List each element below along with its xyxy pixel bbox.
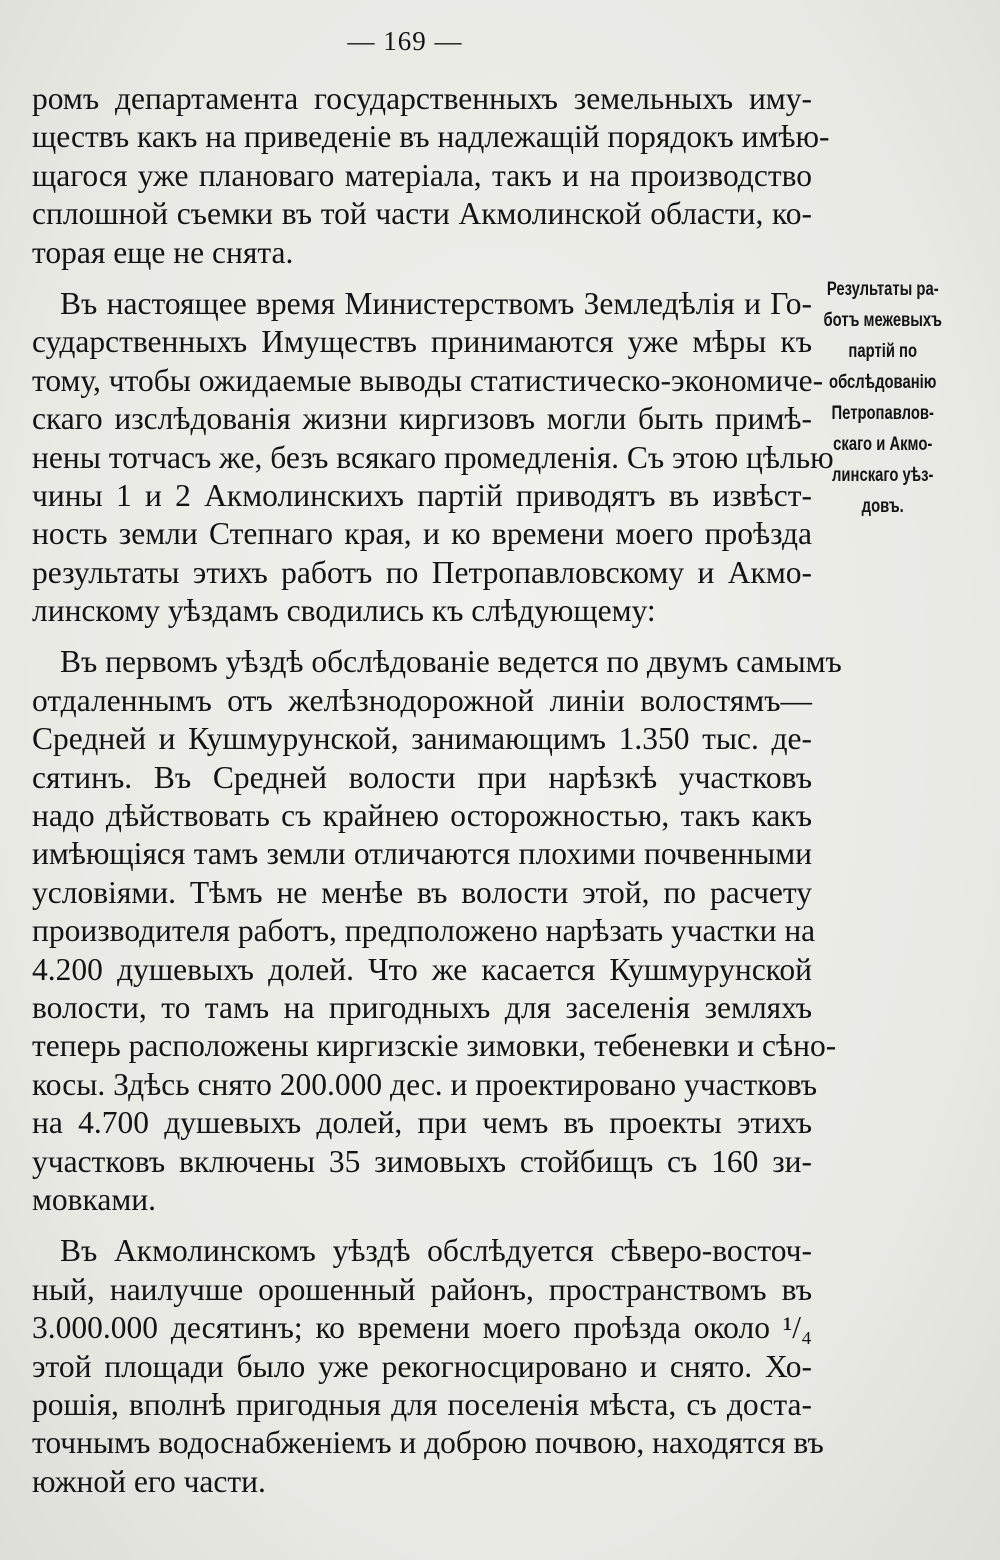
text-line: чины 1 и 2 Акмолинскихъ партій приводятъ въ извѣст- [32,477,812,513]
text-line: отдаленнымъ отъ желѣзнодорожной линіи волостямъ— [32,682,812,718]
text-line: мовками. [32,1181,157,1217]
text-line: линскому уѣздамъ сводились къ слѣдующему: [32,593,656,629]
paragraph-3 [32,643,842,1219]
text-line: результаты этихъ работъ по Петропавловскому и Акмо- [32,554,812,590]
text-line: южной его части. [32,1463,266,1499]
text-line: нены тотчасъ же, безъ всякаго промедленія. Съ этою цѣлью [32,439,834,475]
text-line: щагося уже плановаго матеріала, такъ и на производство [32,157,812,193]
text-line: надо дѣйствовать съ крайнею осторожностью, такъ какъ [32,798,812,834]
text-line: Средней и Кушмурунской, занимающимъ 1.350 тыс. де- [32,721,812,757]
text-line: Въ Акмолинскомъ уѣздѣ обслѣдуется сѣверо-восточ- [60,1233,812,1269]
text-line: торая еще не снята. [32,234,294,270]
margin-note-line: Петропавлов- [831,403,934,424]
text-line: теперь расположены киргизскіе зимовки, тебеневки и сѣно- [32,1028,837,1064]
text-line: скаго изслѣдованія жизни киргизовъ могли быть примѣ- [32,401,812,437]
text-line: производителя работъ, предположено нарѣзать участки на [32,913,816,949]
text-line: ществъ какъ на приведеніе въ надлежащій порядокъ имѣю- [32,119,830,155]
text-line: этой площади было уже рекогносцировано и снято. Хо- [32,1348,812,1384]
text-line: 4.200 душевыхъ долей. Что же касается Кушмурунской [32,951,812,987]
margin-note-line: партій по [848,341,918,362]
text-line: точнымъ водоснабженіемъ и доброю почвою, находятся въ [32,1425,824,1461]
margin-note-line: Результаты ра- [826,279,939,300]
margin-note-line: скаго и Акмо- [833,434,933,455]
text-line: участковъ включены 35 зимовыхъ стойбищъ съ 160 зи- [32,1143,812,1179]
text-line: рошія, вполнѣ пригодныя для поселенія мѣста, съ доста- [32,1386,812,1422]
text-line: волости, то тамъ на пригодныхъ для заселенія земляхъ [32,989,812,1025]
text-line: косы. Здѣсь снято 200.000 дес. и проектировано участковъ [32,1066,818,1102]
page-number: — 169 — [347,26,463,56]
paragraph-2 [32,285,834,631]
text-line: сударственныхъ Имуществъ принимаются уже мѣры къ [32,324,812,360]
margin-note-line: ботъ межевыхъ [823,310,942,331]
margin-note-line: довъ. [861,496,904,517]
paragraph-1 [32,80,830,272]
margin-note-line: линскаго уѣз- [831,465,934,486]
margin-note-line: обслѣдованію [829,372,937,393]
text-line: сплошной съемки въ той части Акмолинской области, ко- [32,196,812,232]
text-line: условіями. Тѣмъ не менѣе въ волости этой, по расчету [32,874,812,910]
text-line: тому, чтобы ожидаемые выводы статистическо-экономиче- [32,362,824,398]
paragraph-4 [32,1232,824,1501]
text-line: ромъ департамента государственныхъ земельныхъ иму- [32,81,812,116]
text-line: на 4.700 душевыхъ долей, при чемъ въ проекты этихъ [32,1105,812,1141]
text-line: ный, наилучше орошенный районъ, пространствомъ въ [32,1271,812,1307]
text-line: 3.000.000 десятинъ; ко времени моего проѣзда около ¹/₄ [32,1310,812,1346]
text-line: Въ первомъ уѣздѣ обслѣдованіе ведется по двумъ самымъ [60,644,842,680]
text-line: имѣющіяся тамъ земли отличаются плохими почвенными [32,836,812,872]
body-text [32,80,842,1501]
text-line: сятинъ. Въ Средней волости при нарѣзкѣ участковъ [32,759,812,795]
text-line: ность земли Степнаго края, и ко времени моего проѣзда [32,516,812,552]
text-line: Въ настоящее время Министерствомъ Земледѣлія и Го- [60,285,812,321]
margin-note [818,274,947,522]
